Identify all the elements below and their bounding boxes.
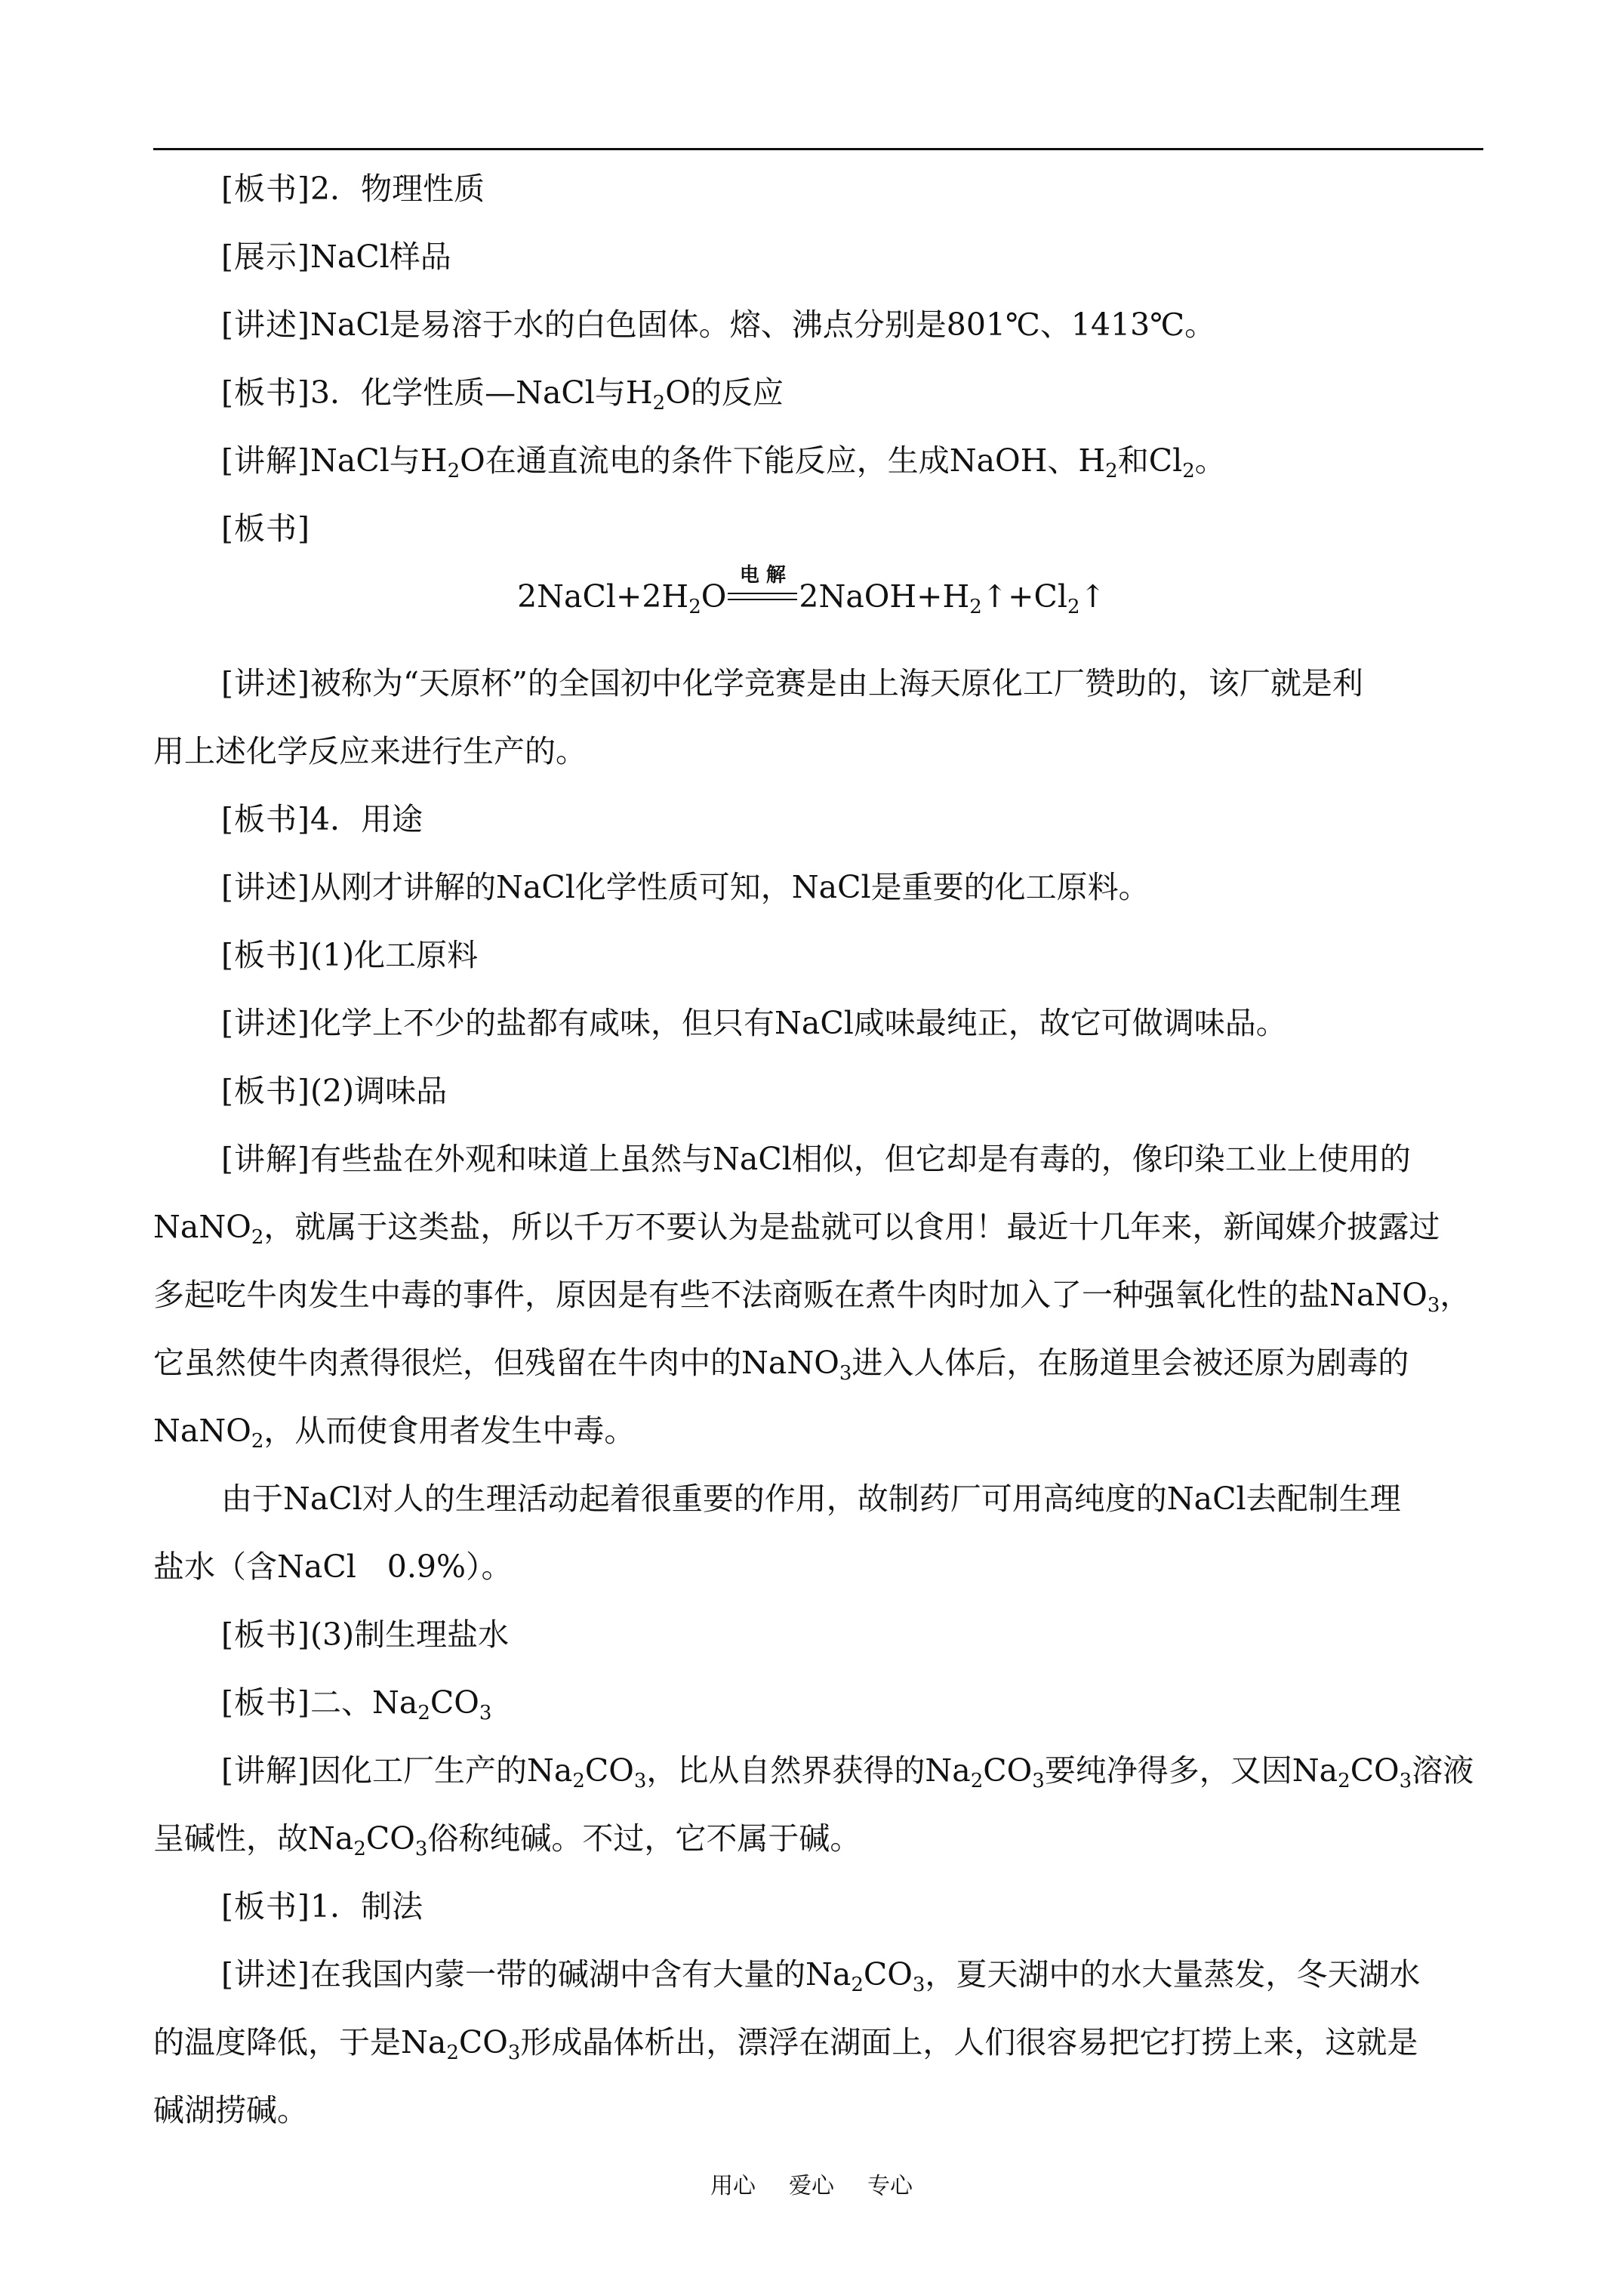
- section-label: [板书]: [221, 374, 310, 411]
- text-line: [板书]2．物理性质: [221, 171, 485, 207]
- text-line: [讲述]从刚才讲解的NaCl化学性质可知，NaCl是重要的化工原料。: [221, 869, 1150, 905]
- text-line: [板书]1．制法: [221, 1888, 423, 1925]
- text-line: 盐水（含NaCl 0.9%）。: [153, 1549, 513, 1585]
- section-label: [讲述]: [221, 1956, 310, 1992]
- reaction-condition: [728, 563, 797, 611]
- text-line: NaNO$_2$，从而使食用者发生中毒。: [153, 1413, 636, 1453]
- section-label: [讲解]: [221, 442, 310, 479]
- text-line: [讲解]有些盐在外观和味道上虽然与NaCl相似，但它却是有毒的，像印染工业上使用的: [221, 1141, 1411, 1177]
- text-line: [板书]4．用途: [221, 801, 423, 837]
- text-line: [板书]二、$Na_2CO_3$: [221, 1684, 492, 1724]
- text-line: 多起吃牛肉发生中毒的事件，原因是有些不法商贩在煮牛肉时加入了一种强氧化性的盐NaNO$_3$，: [153, 1277, 1471, 1317]
- text-line: [讲述]化学上不少的盐都有咸味，但只有NaCl咸味最纯正，故它可做调味品。: [221, 1005, 1287, 1041]
- text-line: 碱湖捞碱。: [153, 2092, 308, 2128]
- footer-word: 用心: [710, 2173, 756, 2199]
- text-line: [讲述]在我国内蒙一带的碱湖中含有大量的$Na_2CO_3$，夏天湖中的水大量蒸发，冬天湖水: [221, 1956, 1421, 1996]
- section-label: [讲述]: [221, 665, 310, 701]
- text-line: 呈碱性，故$Na_2CO_3$俗称纯碱。不过，它不属于碱。: [153, 1820, 861, 1860]
- text-line: [展示]NaCl样品: [221, 239, 451, 275]
- text-line: 的温度降低，于是$Na_2CO_3$形成晶体析出，漂浮在湖面上，人们很容易把它打捞上来，这就是: [153, 2024, 1418, 2064]
- section-label: [板书]: [221, 1684, 310, 1721]
- page-footer: [0, 2167, 1623, 2200]
- section-label: [板书]: [221, 171, 310, 207]
- header-rule: [153, 148, 1483, 150]
- text-line: [板书](3)制生理盐水: [221, 1616, 510, 1653]
- section-label: [讲述]: [221, 1005, 310, 1041]
- section-label: [讲解]: [221, 1752, 310, 1789]
- text-line: [221, 510, 310, 547]
- section-label: [板书]: [221, 1073, 310, 1109]
- footer-word: 爱心: [789, 2173, 834, 2199]
- text-line: NaNO$_2$，就属于这类盐，所以千万不要认为是盐就可以食用！最近十几年来，新闻媒介披露过: [153, 1209, 1440, 1249]
- chemical-equation: $2NaCl+2H_2O$ 电 解 $2NaOH+H_2↑+Cl_2↑$: [517, 563, 1106, 618]
- text-line: [讲解]NaCl与$H_2O$在通直流电的条件下能反应，生成NaOH、$H_2$和$Cl_2$。: [221, 442, 1226, 482]
- section-label: [板书]: [221, 510, 310, 547]
- section-label: [板书]: [221, 937, 310, 973]
- text-line: [板书](2)调味品: [221, 1073, 448, 1109]
- text-line: [板书]3．化学性质—NaCl与$H_2O$的反应: [221, 374, 784, 415]
- text-line: [讲解]因化工厂生产的$Na_2CO_3$，比从自然界获得的$Na_2CO_3$要纯净得多，又因$Na_2CO_3$溶液: [221, 1752, 1474, 1792]
- text-line: 它虽然使牛肉煮得很烂，但残留在牛肉中的NaNO$_3$进入人体后，在肠道里会被还原为剧毒的: [153, 1345, 1409, 1385]
- footer-word: 专心: [867, 2173, 913, 2199]
- section-label: [展示]: [221, 239, 310, 275]
- text-line: 用上述化学反应来进行生产的。: [153, 733, 587, 769]
- section-label: [板书]: [221, 1888, 310, 1925]
- section-label: [讲述]: [221, 307, 310, 343]
- section-label: [讲述]: [221, 869, 310, 905]
- text-line: [讲述]被称为“天原杯”的全国初中化学竞赛是由上海天原化工厂赞助的，该厂就是利: [221, 665, 1363, 701]
- section-label: [讲解]: [221, 1141, 310, 1177]
- text-line: [讲述]NaCl是易溶于水的白色固体。熔、沸点分别是801℃、1413℃。: [221, 307, 1216, 343]
- section-label: [板书]: [221, 1616, 310, 1653]
- section-label: [板书]: [221, 801, 310, 837]
- text-line: 由于NaCl对人的生理活动起着很重要的作用，故制药厂可用高纯度的NaCl去配制生理: [221, 1481, 1401, 1517]
- text-line: [板书](1)化工原料: [221, 937, 479, 973]
- condition-label: 电 解: [739, 563, 786, 587]
